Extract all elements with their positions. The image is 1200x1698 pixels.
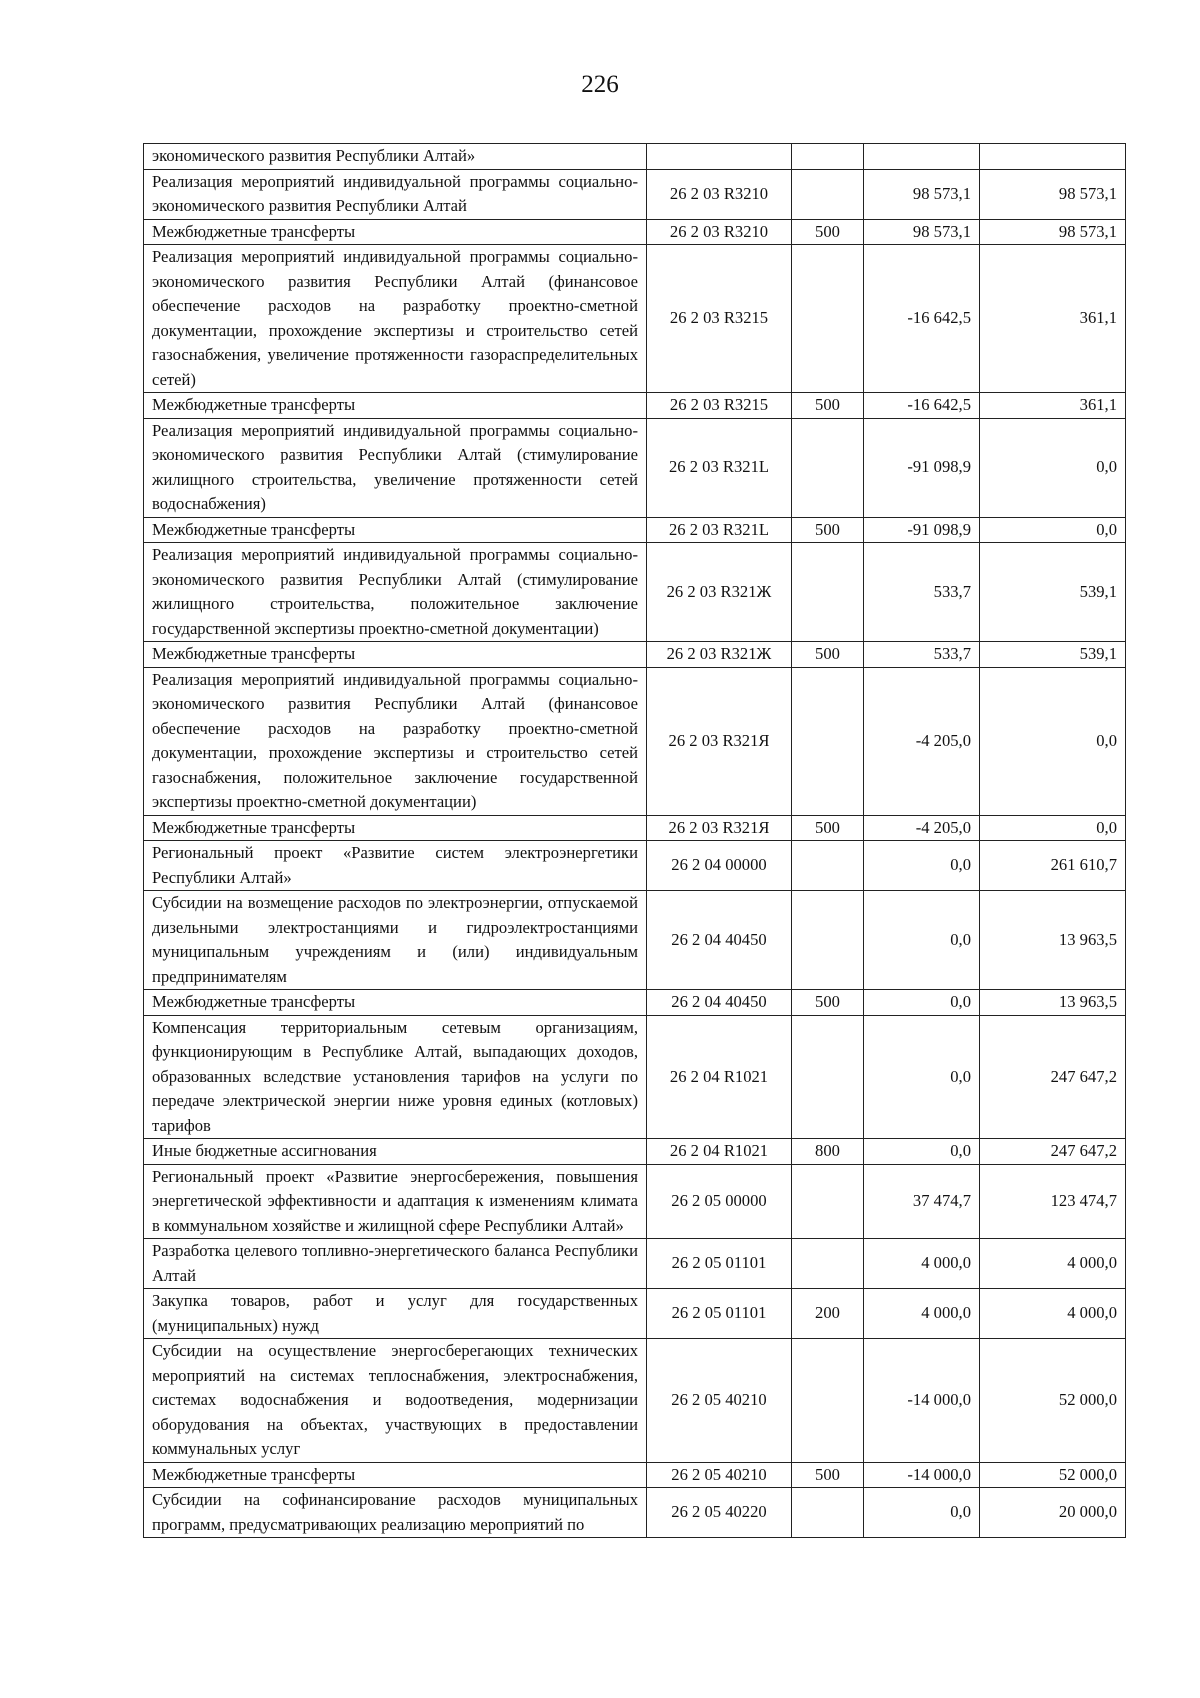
table-row — [144, 1289, 1126, 1339]
row-code-cell: 26 2 05 00000 — [647, 1164, 792, 1239]
table-row — [144, 990, 1126, 1016]
row-name-cell: Межбюджетные трансферты — [144, 990, 647, 1016]
row-code-cell: 26 2 05 40220 — [647, 1488, 792, 1538]
row-code-cell: 26 2 03 R3215 — [647, 245, 792, 393]
row-expense-type-cell: 500 — [792, 642, 864, 668]
table-row — [144, 1339, 1126, 1463]
table-row — [144, 1139, 1126, 1165]
row-total-amount-cell: 123 474,7 — [980, 1164, 1126, 1239]
row-change-amount-cell: -91 098,9 — [864, 418, 980, 517]
row-expense-type-cell — [792, 1015, 864, 1139]
row-change-amount-cell: 98 573,1 — [864, 169, 980, 219]
row-total-amount-cell: 13 963,5 — [980, 891, 1126, 990]
row-code-cell: 26 2 05 01101 — [647, 1289, 792, 1339]
row-name-cell: Реализация мероприятий индивидуальной программы социально-экономического развития Республики Алтай (финансовое обеспечение расходов на разработку проектно-сметной документации, прохождение экспертизы и строительство сетей газоснабжения, увеличение протяженности газораспределительных сетей) — [144, 245, 647, 393]
row-code-cell: 26 2 04 40450 — [647, 990, 792, 1016]
row-name-cell: Межбюджетные трансферты — [144, 219, 647, 245]
table-row — [144, 393, 1126, 419]
row-change-amount-cell: 0,0 — [864, 891, 980, 990]
row-name-cell: Межбюджетные трансферты — [144, 393, 647, 419]
row-code-cell: 26 2 03 R321L — [647, 517, 792, 543]
row-total-amount-cell: 247 647,2 — [980, 1139, 1126, 1165]
row-total-amount-cell: 0,0 — [980, 667, 1126, 815]
table-row — [144, 1239, 1126, 1289]
row-code-cell: 26 2 03 R321L — [647, 418, 792, 517]
row-name-cell: Межбюджетные трансферты — [144, 1462, 647, 1488]
row-change-amount-cell: -91 098,9 — [864, 517, 980, 543]
row-expense-type-cell — [792, 841, 864, 891]
row-name-cell: Реализация мероприятий индивидуальной программы социально-экономического развития Республики Алтай (стимулирование жилищного строительства, увеличение протяженности сетей водоснабжения) — [144, 418, 647, 517]
row-total-amount-cell: 247 647,2 — [980, 1015, 1126, 1139]
row-change-amount-cell: -4 205,0 — [864, 815, 980, 841]
row-change-amount-cell: 98 573,1 — [864, 219, 980, 245]
table-row — [144, 815, 1126, 841]
row-code-cell: 26 2 05 40210 — [647, 1462, 792, 1488]
table-row — [144, 543, 1126, 642]
row-expense-type-cell — [792, 1164, 864, 1239]
table-row — [144, 1164, 1126, 1239]
row-total-amount-cell: 4 000,0 — [980, 1289, 1126, 1339]
row-expense-type-cell: 200 — [792, 1289, 864, 1339]
row-name-cell: Субсидии на осуществление энергосберегающих технических мероприятий на системах теплоснабжения, электроснабжения, системах водоснабжения и водоотведения, модернизации оборудования на объектах, участвующих в предоставлении коммунальных услуг — [144, 1339, 647, 1463]
row-name-cell: Региональный проект «Развитие систем электроэнергетики Республики Алтай» — [144, 841, 647, 891]
table-row — [144, 144, 1126, 170]
row-change-amount-cell: -14 000,0 — [864, 1462, 980, 1488]
row-total-amount-cell: 261 610,7 — [980, 841, 1126, 891]
row-total-amount-cell: 52 000,0 — [980, 1462, 1126, 1488]
row-change-amount-cell: -14 000,0 — [864, 1339, 980, 1463]
row-change-amount-cell: 0,0 — [864, 1488, 980, 1538]
row-change-amount-cell: 533,7 — [864, 543, 980, 642]
row-name-cell: Субсидии на возмещение расходов по электроэнергии, отпускаемой дизельными электростанциями и гидроэлектростанциями муниципальным учреждениям и (или) индивидуальным предпринимателям — [144, 891, 647, 990]
row-name-cell: Региональный проект «Развитие энергосбережения, повышения энергетической эффективности и адаптация к изменениям климата в коммунальном хозяйстве и жилищной сфере Республики Алтай» — [144, 1164, 647, 1239]
row-change-amount-cell: 0,0 — [864, 1139, 980, 1165]
table-row — [144, 1015, 1126, 1139]
row-name-cell: Реализация мероприятий индивидуальной программы социально-экономического развития Республики Алтай (стимулирование жилищного строительства, положительное заключение государственной экспертизы проектно-сметной документации) — [144, 543, 647, 642]
row-expense-type-cell — [792, 245, 864, 393]
row-change-amount-cell: 0,0 — [864, 1015, 980, 1139]
table-row — [144, 517, 1126, 543]
row-change-amount-cell: 4 000,0 — [864, 1289, 980, 1339]
row-code-cell: 26 2 03 R3210 — [647, 219, 792, 245]
row-expense-type-cell: 500 — [792, 393, 864, 419]
row-name-cell: Реализация мероприятий индивидуальной программы социально-экономического развития Республики Алтай (финансовое обеспечение расходов на разработку проектно-сметной документации, прохождение экспертизы и строительство сетей газоснабжения, положительное заключение государственной экспертизы проектно-сметной документации) — [144, 667, 647, 815]
table-row — [144, 1462, 1126, 1488]
row-total-amount-cell: 539,1 — [980, 642, 1126, 668]
row-code-cell: 26 2 03 R321Ж — [647, 543, 792, 642]
table-row — [144, 245, 1126, 393]
row-name-cell: Межбюджетные трансферты — [144, 517, 647, 543]
table-row — [144, 841, 1126, 891]
row-total-amount-cell: 539,1 — [980, 543, 1126, 642]
budget-table — [143, 143, 1126, 1538]
row-expense-type-cell — [792, 1339, 864, 1463]
row-expense-type-cell — [792, 169, 864, 219]
row-code-cell: 26 2 04 40450 — [647, 891, 792, 990]
table-row — [144, 642, 1126, 668]
row-total-amount-cell: 0,0 — [980, 517, 1126, 543]
row-expense-type-cell — [792, 144, 864, 170]
table-row — [144, 891, 1126, 990]
row-code-cell: 26 2 05 01101 — [647, 1239, 792, 1289]
row-expense-type-cell: 500 — [792, 1462, 864, 1488]
row-code-cell: 26 2 04 R1021 — [647, 1139, 792, 1165]
row-total-amount-cell: 52 000,0 — [980, 1339, 1126, 1463]
table-row — [144, 169, 1126, 219]
row-code-cell: 26 2 04 R1021 — [647, 1015, 792, 1139]
row-total-amount-cell: 98 573,1 — [980, 169, 1126, 219]
row-total-amount-cell: 361,1 — [980, 245, 1126, 393]
row-name-cell: Субсидии на софинансирование расходов муниципальных программ, предусматривающих реализацию мероприятий по — [144, 1488, 647, 1538]
row-total-amount-cell: 20 000,0 — [980, 1488, 1126, 1538]
table-row — [144, 219, 1126, 245]
table-row — [144, 1488, 1126, 1538]
row-expense-type-cell — [792, 667, 864, 815]
budget-table-body — [144, 144, 1126, 1538]
row-expense-type-cell: 500 — [792, 219, 864, 245]
row-change-amount-cell: -4 205,0 — [864, 667, 980, 815]
table-row — [144, 418, 1126, 517]
row-total-amount-cell: 0,0 — [980, 418, 1126, 517]
row-name-cell: Реализация мероприятий индивидуальной программы социально-экономического развития Республики Алтай — [144, 169, 647, 219]
row-change-amount-cell: 0,0 — [864, 841, 980, 891]
row-expense-type-cell: 500 — [792, 517, 864, 543]
row-code-cell: 26 2 03 R321Я — [647, 815, 792, 841]
row-total-amount-cell: 13 963,5 — [980, 990, 1126, 1016]
row-expense-type-cell: 800 — [792, 1139, 864, 1165]
row-name-cell: экономического развития Республики Алтай» — [144, 144, 647, 170]
row-change-amount-cell: -16 642,5 — [864, 393, 980, 419]
row-change-amount-cell: -16 642,5 — [864, 245, 980, 393]
row-code-cell: 26 2 03 R3215 — [647, 393, 792, 419]
row-total-amount-cell: 4 000,0 — [980, 1239, 1126, 1289]
row-change-amount-cell — [864, 144, 980, 170]
row-total-amount-cell: 361,1 — [980, 393, 1126, 419]
row-name-cell: Межбюджетные трансферты — [144, 642, 647, 668]
row-code-cell: 26 2 03 R321Ж — [647, 642, 792, 668]
row-expense-type-cell: 500 — [792, 990, 864, 1016]
row-expense-type-cell — [792, 891, 864, 990]
row-total-amount-cell: 0,0 — [980, 815, 1126, 841]
row-code-cell — [647, 144, 792, 170]
row-code-cell: 26 2 04 00000 — [647, 841, 792, 891]
row-total-amount-cell: 98 573,1 — [980, 219, 1126, 245]
row-name-cell: Иные бюджетные ассигнования — [144, 1139, 647, 1165]
row-name-cell: Закупка товаров, работ и услуг для государственных (муниципальных) нужд — [144, 1289, 647, 1339]
row-name-cell: Межбюджетные трансферты — [144, 815, 647, 841]
row-change-amount-cell: 4 000,0 — [864, 1239, 980, 1289]
row-code-cell: 26 2 03 R3210 — [647, 169, 792, 219]
row-change-amount-cell: 533,7 — [864, 642, 980, 668]
row-change-amount-cell: 37 474,7 — [864, 1164, 980, 1239]
row-code-cell: 26 2 03 R321Я — [647, 667, 792, 815]
row-code-cell: 26 2 05 40210 — [647, 1339, 792, 1463]
row-expense-type-cell: 500 — [792, 815, 864, 841]
row-expense-type-cell — [792, 418, 864, 517]
table-row — [144, 667, 1126, 815]
row-total-amount-cell — [980, 144, 1126, 170]
row-expense-type-cell — [792, 1488, 864, 1538]
row-name-cell: Компенсация территориальным сетевым организациям, функционирующим в Республике Алтай, выпадающих доходов, образованных вследствие установления тарифов на услуги по передаче электрической энергии ниже уровня единых (котловых) тарифов — [144, 1015, 647, 1139]
row-change-amount-cell: 0,0 — [864, 990, 980, 1016]
page-number: 226 — [581, 71, 619, 98]
row-expense-type-cell — [792, 1239, 864, 1289]
row-name-cell: Разработка целевого топливно-энергетического баланса Республики Алтай — [144, 1239, 647, 1289]
row-expense-type-cell — [792, 543, 864, 642]
